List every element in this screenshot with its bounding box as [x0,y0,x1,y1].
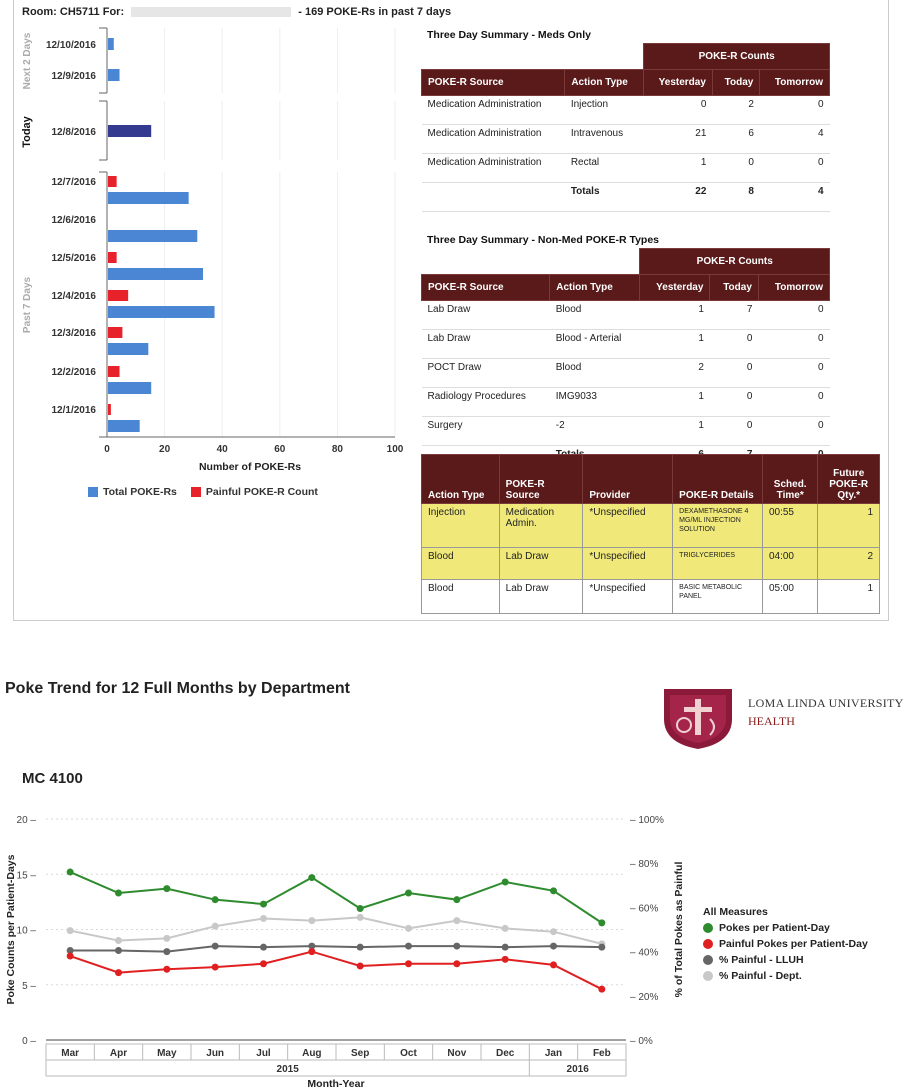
data-point [598,944,605,951]
totals-row [422,183,830,212]
y-tick-label: 10 – [16,925,36,937]
data-point [550,943,557,950]
meds-table-title: Three Day Summary - Meds Only [427,29,591,41]
x-tick-label: 80 [331,444,343,455]
data-point [163,935,170,942]
data-point [357,905,364,912]
table-cell: 21 [644,125,713,154]
x-tick-label: 20 [159,444,171,455]
table-cell: 0 [758,417,829,446]
table-row [422,154,830,183]
y-axis-label: Poke Counts per Patient-Days [5,854,17,1005]
column-header-tomorrow: Tomorrow [758,275,829,301]
table-cell: 4 [760,183,830,212]
total-bar [108,38,114,50]
table-cell: Injection [565,96,644,125]
for-label: For: [102,6,125,18]
table-cell: Blood - Arterial [550,330,640,359]
series-line-painful-pokes-per-patient-day [70,952,602,990]
data-point [357,944,364,951]
column-header-yesterday: Yesterday [640,275,710,301]
detail-cell: *Unspecified [583,504,673,548]
series-line-painful-dept [70,917,602,944]
legend-dot-icon [703,971,713,981]
painful-bar [108,176,117,187]
nonmed-group-header: POKE-R Counts [640,249,830,275]
category-label: 12/3/2016 [51,328,96,339]
data-point [163,948,170,955]
table-cell: 0 [758,359,829,388]
table-cell: 6 [712,125,759,154]
room-number: CH5711 [59,6,100,18]
table-row [422,359,830,388]
data-point [405,925,412,932]
table-cell: 2 [640,359,710,388]
detail-header-action-type: Action Type [422,455,500,504]
x-tick-label: Feb [592,1048,611,1059]
logo-university-name: LOMA LINDA UNIVERSITY [748,696,904,710]
column-header-poke-r-source: POKE-R Source [422,70,565,96]
trend-subtitle: MC 4100 [22,770,83,787]
legend-item-pokes-per-patient-day [703,922,868,934]
legend-dot-icon [703,923,713,933]
total-bar [108,343,148,355]
table-cell [422,183,565,212]
table-cell: Surgery [422,417,550,446]
data-point [598,919,605,926]
table-cell: 2 [712,96,759,125]
nonmed-table-title: Three Day Summary - Non-Med POKE-R Types [427,234,660,246]
column-header-action-type: Action Type [565,70,644,96]
detail-cell: Medication Admin. [499,504,583,548]
y2-tick-label: – 100% [630,815,664,826]
column-header-today: Today [710,275,758,301]
total-bar [108,420,140,432]
y-tick-label: 0 – [22,1036,36,1047]
table-cell: 22 [644,183,713,212]
x-tick-label: Sep [350,1048,370,1059]
data-point [453,896,460,903]
legend-item-painful-dept [703,970,868,982]
column-header-today: Today [712,70,759,96]
data-point [308,948,315,955]
y2-axis-label: % of Total Pokes as Painful [673,861,685,998]
table-row [422,417,830,446]
table-cell: 1 [640,301,710,330]
data-point [212,964,219,971]
data-point [212,896,219,903]
painful-bar [108,252,117,263]
detail-row [422,548,880,580]
total-bar [108,306,215,318]
data-point [115,969,122,976]
data-point [308,874,315,881]
data-point [502,956,509,963]
table-row [422,96,830,125]
category-label: 12/5/2016 [51,253,96,264]
column-header-poke-r-source: POKE-R Source [422,275,550,301]
detail-cell: Blood [422,548,500,580]
data-point [260,944,267,951]
data-point [115,937,122,944]
painful-bar [108,404,111,415]
table-cell: 4 [760,125,830,154]
year-label: 2016 [566,1064,589,1075]
x-axis-label: Month-Year [307,1078,365,1089]
data-point [67,927,74,934]
legend-label: Pokes per Patient-Day [719,922,830,934]
data-point [260,901,267,908]
data-point [357,914,364,921]
painful-bar [108,366,120,377]
table-cell: Intravenous [565,125,644,154]
table-cell: IMG9033 [550,388,640,417]
x-tick-label: May [157,1048,177,1059]
trend-title: Poke Trend for 12 Full Months by Department [5,680,350,697]
column-header-action-type: Action Type [550,275,640,301]
data-point [453,943,460,950]
data-point [212,943,219,950]
table-row [422,301,830,330]
y2-tick-label: – 60% [630,903,659,915]
data-point [115,890,122,897]
poke-r-detail-table [421,454,880,614]
table-cell: Totals [565,183,644,212]
legend-dot-icon [703,939,713,949]
detail-row [422,504,880,548]
data-point [115,947,122,954]
x-tick-label: Nov [447,1048,467,1059]
data-point [260,960,267,967]
data-point [550,961,557,968]
table-row [422,388,830,417]
meds-group-header: POKE-R Counts [644,44,830,70]
table-cell: POCT Draw [422,359,550,388]
data-point [405,943,412,950]
total-bar [108,382,151,394]
data-point [502,925,509,932]
x-tick-label: Jan [544,1048,563,1059]
x-tick-label: Jun [206,1048,225,1059]
meds-summary-table [421,43,830,212]
table-cell: 0 [710,417,758,446]
x-tick-label: 0 [104,444,110,455]
nonmed-table-header [422,275,830,301]
total-bar [108,268,203,280]
loma-linda-logo [660,685,736,751]
detail-cell: Injection [422,504,500,548]
data-point [405,890,412,897]
y-tick-label: 15 – [16,870,36,882]
detail-cell: 00:55 [762,504,817,548]
total-bar [108,230,197,242]
bar-chart-legend [88,486,318,498]
detail-header-future-poke-r-qty: Future POKE-R Qty.* [818,455,880,504]
category-label: 12/4/2016 [51,291,96,302]
university-shield-icon [660,685,736,751]
detail-cell: Lab Draw [499,548,583,580]
table-cell: 0 [758,301,829,330]
data-point [405,960,412,967]
detail-cell: 04:00 [762,548,817,580]
column-header-yesterday: Yesterday [644,70,713,96]
x-tick-label: 40 [216,444,228,455]
table-cell: Radiology Procedures [422,388,550,417]
group-label-next-2-days: Next 2 Days [22,32,33,90]
total-bar [108,192,189,204]
y-tick-label: 20 – [16,815,36,826]
detail-cell: 2 [818,548,880,580]
data-point [453,917,460,924]
data-point [502,878,509,885]
poke-trend-line-chart [0,800,700,1089]
poke-r-summary: - 169 POKE-Rs in past 7 days [298,6,452,18]
total-bar [108,69,120,81]
data-point [260,915,267,922]
data-point [357,962,364,969]
table-cell: Medication Administration [422,154,565,183]
table-cell: Medication Administration [422,96,565,125]
y2-tick-label: – 20% [630,991,659,1003]
legend-item-painful-lluh [703,954,868,966]
data-point [212,923,219,930]
table-cell: -2 [550,417,640,446]
detail-cell: 05:00 [762,580,817,614]
category-label: 12/7/2016 [51,177,96,188]
detail-header-provider: Provider [583,455,673,504]
category-label: 12/2/2016 [51,367,96,378]
detail-cell: *Unspecified [583,548,673,580]
y2-tick-label: – 80% [630,859,659,871]
table-cell: Blood [550,301,640,330]
category-label: 12/9/2016 [51,71,96,82]
category-label: 12/8/2016 [51,127,96,138]
table-cell: 0 [760,96,830,125]
detail-cell: 1 [818,504,880,548]
data-point [550,887,557,894]
column-header-tomorrow: Tomorrow [760,70,830,96]
group-label-past-7-days: Past 7 Days [22,276,33,334]
detail-header-poke-r-source: POKE-R Source [499,455,583,504]
legend-title: All Measures [703,906,768,918]
x-tick-label: Mar [61,1048,80,1059]
table-cell: 0 [712,154,759,183]
data-point [453,960,460,967]
table-cell: 0 [644,96,713,125]
today-bar [108,125,151,137]
y2-tick-label: – 40% [630,947,659,959]
table-cell: 0 [710,359,758,388]
table-cell: 1 [640,417,710,446]
table-cell: Rectal [565,154,644,183]
table-cell: 1 [640,388,710,417]
table-cell: Medication Administration [422,125,565,154]
table-cell: 0 [758,330,829,359]
legend-painful-poke-r-count: Painful POKE-R Count [191,486,318,498]
table-cell: 7 [710,301,758,330]
group-label-today: Today [21,116,33,148]
x-tick-label: Oct [400,1048,417,1059]
detail-cell: BASIC METABOLIC PANEL [673,580,763,614]
data-point [502,944,509,951]
table-cell: Lab Draw [422,330,550,359]
room-label: Room: [22,6,57,18]
x-tick-label: Jul [256,1048,271,1059]
data-point [163,966,170,973]
data-point [67,869,74,876]
table-cell: 1 [640,330,710,359]
year-label: 2015 [276,1064,299,1075]
table-cell: 0 [710,388,758,417]
meds-table-header [422,70,830,96]
legend-label: Painful Pokes per Patient-Day [719,938,868,950]
data-point [163,885,170,892]
table-cell: Lab Draw [422,301,550,330]
table-cell: 0 [758,388,829,417]
detail-header-sched-time: Sched. Time* [762,455,817,504]
category-label: 12/1/2016 [51,405,96,416]
nonmed-summary-table [421,248,830,475]
year-axis-box [46,1060,626,1076]
x-tick-label: 100 [386,444,404,455]
detail-cell: 1 [818,580,880,614]
x-axis-label: Number of POKE-Rs [198,461,302,473]
detail-table-header [422,455,880,504]
table-cell: 1 [644,154,713,183]
data-point [598,986,605,993]
trend-legend [703,906,868,982]
y2-tick-label: – 0% [630,1036,653,1047]
legend-total-poke-rs: Total POKE-Rs [88,486,177,498]
detail-cell: Lab Draw [499,580,583,614]
detail-cell: TRIGLYCERIDES [673,548,763,580]
category-label: 12/10/2016 [45,40,96,51]
legend-dot-icon [703,955,713,965]
series-line-pokes-per-patient-day [70,872,602,923]
table-cell: 0 [760,154,830,183]
legend-label: % Painful - Dept. [719,970,802,982]
painful-bar [108,327,122,338]
table-row [422,330,830,359]
data-point [67,953,74,960]
y-tick-label: 5 – [22,980,36,992]
x-tick-label: Aug [302,1048,322,1059]
table-cell: Blood [550,359,640,388]
logo-health-label: HEALTH [748,714,795,728]
daily-poke-r-bar-chart [0,0,420,480]
detail-cell: *Unspecified [583,580,673,614]
x-tick-label: Dec [495,1048,515,1059]
detail-cell: Blood [422,580,500,614]
data-point [550,928,557,935]
detail-cell: DEXAMETHASONE 4 MG/ML INJECTION SOLUTION [673,504,763,548]
data-point [308,917,315,924]
table-cell: 8 [712,183,759,212]
legend-label: % Painful - LLUH [719,954,804,966]
legend-item-painful-pokes-per-patient-day [703,938,868,950]
table-cell: 0 [710,330,758,359]
painful-bar [108,290,128,301]
category-label: 12/6/2016 [51,215,96,226]
table-row [422,125,830,154]
x-tick-label: 60 [274,444,286,455]
detail-header-poke-r-details: POKE-R Details [673,455,763,504]
x-tick-label: Apr [109,1048,128,1059]
series-line-painful-lluh [70,946,602,952]
detail-row [422,580,880,614]
